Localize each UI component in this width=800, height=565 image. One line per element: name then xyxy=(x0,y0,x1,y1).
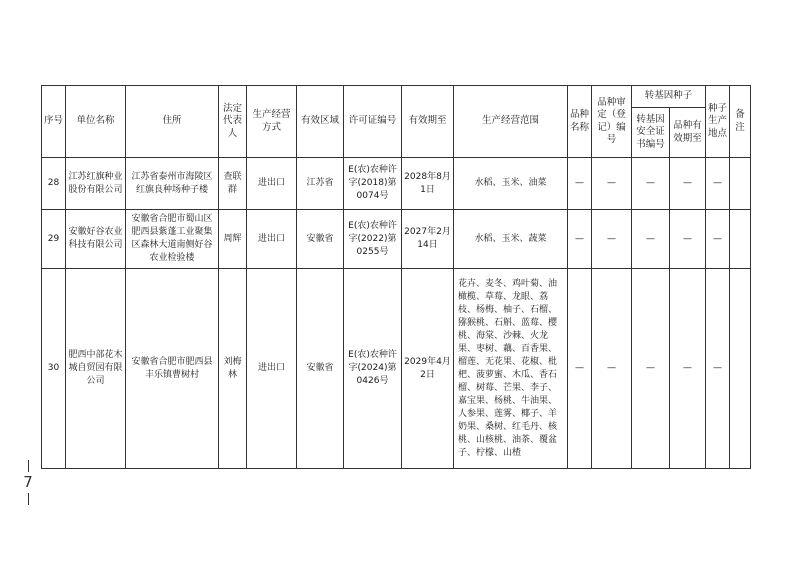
page-dash-bottom xyxy=(28,493,29,505)
row-remark xyxy=(730,158,751,210)
row-remark xyxy=(730,269,751,469)
page-dash-top xyxy=(28,460,29,472)
header-approval-no: 品种审定（登记）编号 xyxy=(592,86,632,158)
row-unit-name: 肥西中部花木城自贸园有限公司 xyxy=(66,269,126,469)
row-address: 安徽省合肥市肥西县丰乐镇曹树村 xyxy=(126,269,219,469)
header-mode: 生产经营方式 xyxy=(247,86,297,158)
header-valid-until: 有效期至 xyxy=(402,86,454,158)
row-address: 安徽省合肥市蜀山区肥西县紫蓬工业聚集区森林大道南侧好谷农业检验楼 xyxy=(126,210,219,269)
row-origin: — xyxy=(706,269,730,469)
header-origin: 种子生产地点 xyxy=(706,86,730,158)
row-legal-rep: 查联群 xyxy=(219,158,247,210)
row-license-no: E(农)农种许字(2022)第0255号 xyxy=(344,210,402,269)
row-seq: 29 xyxy=(42,210,66,269)
row-seq: 28 xyxy=(42,158,66,210)
row-legal-rep: 刘梅林 xyxy=(219,269,247,469)
header-license-no: 许可证编号 xyxy=(344,86,402,158)
row-gmo-cert: — xyxy=(632,210,670,269)
header-seq: 序号 xyxy=(42,86,66,158)
row-unit-name: 安徽好谷农业科技有限公司 xyxy=(66,210,126,269)
page-number-marker xyxy=(18,460,38,505)
row-valid-until: 2027年2月14日 xyxy=(402,210,454,269)
row-license-no: E(农)农种许字(2024)第0426号 xyxy=(344,269,402,469)
row-region: 安徽省 xyxy=(297,269,344,469)
table-row xyxy=(42,210,751,269)
row-valid-until: 2029年4月2日 xyxy=(402,269,454,469)
header-legal-rep: 法定代表人 xyxy=(219,86,247,158)
row-mode: 进出口 xyxy=(247,269,297,469)
seed-license-table xyxy=(41,85,751,469)
header-gmo-group: 转基因种子 xyxy=(632,86,706,108)
row-mode: 进出口 xyxy=(247,158,297,210)
row-legal-rep: 周辉 xyxy=(219,210,247,269)
page-number: 7 xyxy=(23,473,33,491)
row-origin: — xyxy=(706,158,730,210)
row-gmo-cert: — xyxy=(632,158,670,210)
row-license-no: E(农)农种许字(2018)第0074号 xyxy=(344,158,402,210)
row-variety-valid: — xyxy=(670,158,706,210)
row-address: 江苏省泰州市海陵区红旗良种场种子楼 xyxy=(126,158,219,210)
row-unit-name: 江苏红旗种业股份有限公司 xyxy=(66,158,126,210)
row-species-name: — xyxy=(568,269,592,469)
header-region: 有效区域 xyxy=(297,86,344,158)
header-scope: 生产经营范围 xyxy=(454,86,568,158)
row-scope: 花卉、麦冬、鸡叶菊、油橄榄、草莓、龙眼、荔枝、杨梅、柚子、石榴、猕猴桃、石斛、蓝莓、樱桃、海棠、沙棘、火龙果、枣树、藕、百香果、榴莲、无花果、花椒、枇杷、菠萝蜜、木瓜、香石榴、树莓、芒果、李子、嘉宝果、杨桃、牛油果、人参果、莲雾、椰子、羊奶果、桑树、红毛丹、核桃、山核桃、油茶、覆盆子、柠檬、山楂 xyxy=(454,269,568,469)
row-species-name: — xyxy=(568,210,592,269)
header-variety-valid: 品种有效期至 xyxy=(670,108,706,158)
header-gmo-cert: 转基因安全证书编号 xyxy=(632,108,670,158)
header-species-name: 品种名称 xyxy=(568,86,592,158)
row-seq: 30 xyxy=(42,269,66,469)
table-row xyxy=(42,269,751,469)
row-variety-valid: — xyxy=(670,210,706,269)
row-approval-no: — xyxy=(592,158,632,210)
row-scope: 水稻、玉米、油菜 xyxy=(454,158,568,210)
row-mode: 进出口 xyxy=(247,210,297,269)
table-row xyxy=(42,158,751,210)
header-address: 住所 xyxy=(126,86,219,158)
row-region: 江苏省 xyxy=(297,158,344,210)
row-valid-until: 2028年8月1日 xyxy=(402,158,454,210)
row-gmo-cert: — xyxy=(632,269,670,469)
row-variety-valid: — xyxy=(670,269,706,469)
row-scope: 水稻、玉米、蔬菜 xyxy=(454,210,568,269)
row-region: 安徽省 xyxy=(297,210,344,269)
header-remark: 备注 xyxy=(730,86,751,158)
row-remark xyxy=(730,210,751,269)
row-origin: — xyxy=(706,210,730,269)
row-species-name: — xyxy=(568,158,592,210)
header-unit-name: 单位名称 xyxy=(66,86,126,158)
row-approval-no: — xyxy=(592,210,632,269)
row-approval-no: — xyxy=(592,269,632,469)
